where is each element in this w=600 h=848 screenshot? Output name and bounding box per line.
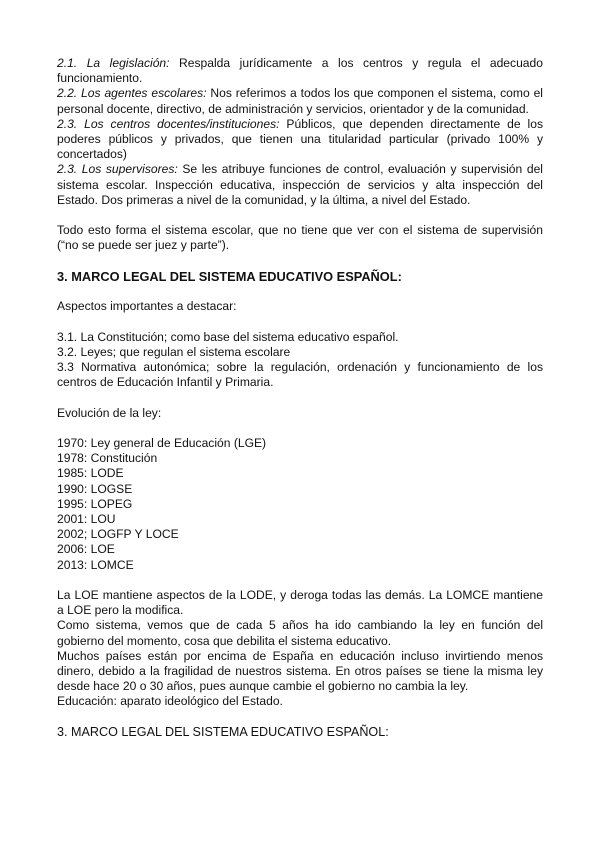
evolution-item: 1970: Ley general de Educación (LGE) [57, 435, 267, 450]
evolution-item: 1985: LODE [57, 466, 124, 481]
document-page [57, 56, 543, 740]
closing-paragraph: Educación: aparato ideológico del Estado. [57, 694, 283, 709]
agent-item-school-agents [57, 86, 543, 116]
closing-paragraph: Como sistema, vemos que de cada 5 años ha ido cambiando la ley en función del gobierno del momento, cosa que debilita el sistema educativo. [57, 618, 543, 648]
agent-lead: 2.1. La legislación: [57, 56, 170, 70]
aspect-item: 3.2. Leyes; que regulan el sistema escolare [57, 344, 291, 359]
agent-text: Públicos, que dependen directamente de los poderes públicos y privados, que tienen una titularidad particular (privado 100% y concertados) [57, 116, 543, 162]
agent-text: Se les atribuye funciones de control, evaluación y supervisión del sistema escolar. Inspección educativa, inspección de servicios y alta inspección del Estado. Dos primeras a nivel de la comunidad, y la última, a nivel del Estado. [57, 162, 543, 207]
section-heading-repeat: 3. MARCO LEGAL DEL SISTEMA EDUCATIVO ESPAÑOL: [57, 724, 389, 739]
aspect-item: 3.1. La Constitución; como base del sistema educativo español. [57, 329, 399, 344]
agent-text: Nos referimos a todos los que componen el sistema, como el personal docente, directivo, de administración y servicios, orientador y de la comunidad. [57, 86, 543, 116]
agent-text: Respalda jurídicamente a los centros y regula el adecuado funcionamiento. [57, 56, 543, 86]
closing-paragraph: La LOE mantiene aspectos de la LODE, y deroga todas las demás. La LOMCE mantiene a LOE pero la modifica. [57, 588, 543, 618]
evolution-item: 1978: Constitución [57, 451, 158, 466]
closing-paragraph: Muchos países están por encima de España en educación incluso invirtiendo menos dinero, debido a la fragilidad de nuestros sistema. En otros países se tiene la misma ley desde hace 20 o 30 años, pues aunque cambie el gobierno no cambia la ley. [57, 648, 543, 694]
aspect-item: 3.3 Normativa autonómica; sobre la regulación, ordenación y funcionamiento de los centros de Educación Infantil y Primaria. [57, 360, 543, 390]
aspects-intro: Aspectos importantes a destacar: [57, 299, 237, 314]
evolution-item: 2002; LOGFP Y LOCE [57, 527, 179, 542]
evolution-item: 1990: LOGSE [57, 481, 133, 496]
section-heading: 3. MARCO LEGAL DEL SISTEMA EDUCATIVO ESPAÑOL: [57, 268, 402, 284]
evolution-item: 2006: LOE [57, 542, 115, 557]
summary-paragraph: Todo esto forma el sistema escolar, que no tiene que ver con el sistema de supervisión (“no se puede ser juez y parte”). [57, 223, 543, 253]
agent-item-legislation [57, 56, 543, 86]
evolution-intro: Evolución de la ley: [57, 405, 162, 420]
agent-lead: 2.3. Los centros docentes/instituciones: [57, 116, 280, 131]
evolution-item: 2013: LOMCE [57, 557, 134, 572]
evolution-item: 2001: LOU [57, 512, 116, 526]
agent-item-centers [57, 117, 543, 163]
agent-lead: 2.2. Los agentes escolares: [57, 86, 207, 101]
evolution-item: 1995: LOPEG [57, 496, 133, 511]
agent-lead: 2.3. Los supervisores: [57, 162, 178, 177]
agent-item-supervisors [57, 162, 543, 208]
